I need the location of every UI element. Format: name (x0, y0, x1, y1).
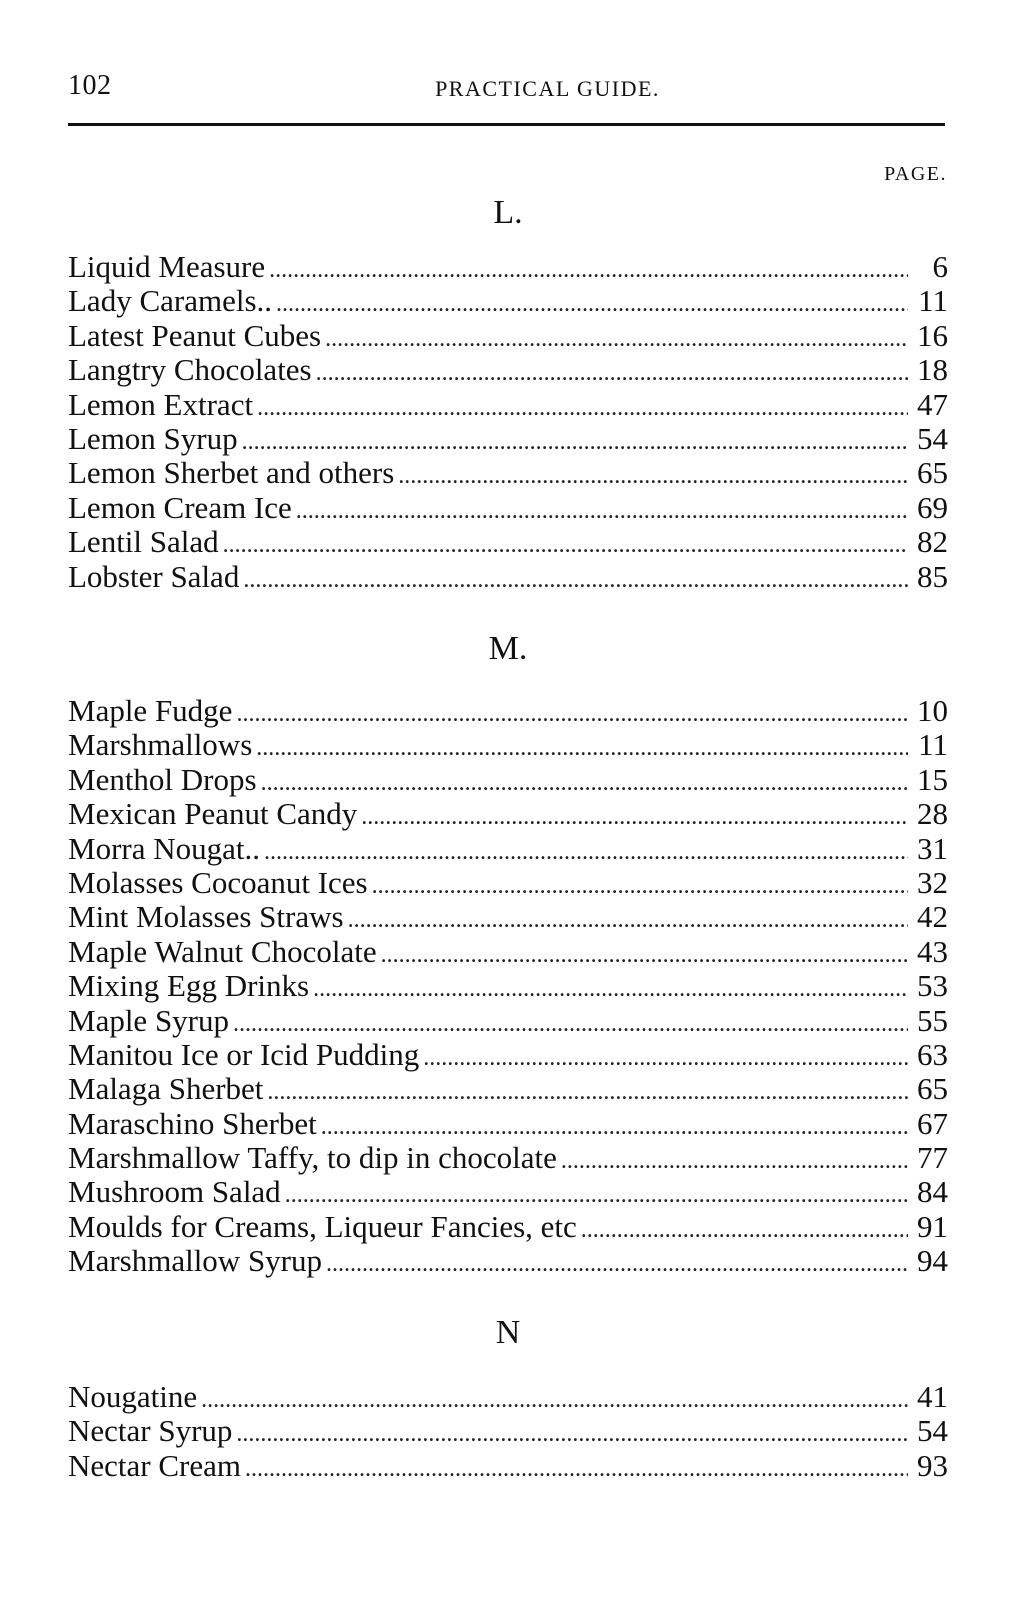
index-entry (68, 1210, 948, 1244)
dot-leader (269, 253, 908, 287)
index-entry (68, 1244, 948, 1278)
entry-page: 84 (917, 1174, 948, 1210)
index-entry (68, 1141, 948, 1175)
entry-title: Langtry Chocolates (68, 352, 312, 388)
index-entry (68, 1072, 948, 1106)
index-entry (68, 250, 948, 284)
entry-page: 63 (917, 1036, 948, 1072)
entry-page: 85 (917, 558, 948, 594)
entry-page: 11 (918, 283, 948, 319)
entry-title: Maraschino Sherbet (68, 1105, 317, 1141)
entry-page: 18 (917, 352, 948, 388)
entry-title: Lentil Salad (68, 524, 219, 560)
dot-leader (561, 1144, 908, 1178)
entry-page: 82 (917, 524, 948, 560)
dot-leader (267, 1075, 908, 1109)
dot-leader (372, 869, 908, 903)
section-letter: L. (493, 194, 523, 231)
running-head (68, 70, 947, 110)
index-entry (68, 694, 948, 728)
entry-page: 41 (917, 1379, 948, 1414)
dot-leader (581, 1213, 908, 1247)
dot-leader (236, 697, 908, 731)
entry-title: Lady Caramels.. (68, 283, 273, 319)
dot-leader (326, 1247, 908, 1281)
entry-page: 15 (917, 761, 948, 797)
entry-page: 77 (917, 1140, 948, 1176)
index-entry (68, 353, 948, 387)
entry-title: Latest Peanut Cubes (68, 317, 322, 353)
entry-list (68, 250, 948, 594)
page-number: 102 (68, 70, 112, 101)
entry-title: Maple Walnut Chocolate (68, 933, 377, 969)
entry-page: 53 (917, 968, 948, 1004)
entry-title: Morra Nougat.. (68, 830, 260, 866)
entry-title: Lobster Salad (68, 558, 240, 594)
dot-leader (243, 563, 908, 597)
entry-title: Maple Fudge (68, 693, 233, 728)
dot-leader (325, 322, 908, 356)
entry-page: 93 (917, 1447, 948, 1483)
index-entry (68, 832, 948, 866)
dot-leader (285, 1178, 908, 1212)
index-entry (68, 456, 948, 490)
index-entry (68, 900, 948, 934)
entry-title: Nectar Cream (68, 1447, 241, 1483)
dot-leader (348, 903, 908, 937)
entry-page: 65 (917, 455, 948, 491)
dot-leader (257, 391, 908, 425)
dot-leader (321, 1110, 908, 1144)
entry-page: 67 (917, 1105, 948, 1141)
entry-title: Mushroom Salad (68, 1174, 281, 1210)
section-letter: N (495, 1314, 521, 1351)
dot-leader (361, 800, 908, 834)
index-entry (68, 1175, 948, 1209)
index-section-l (68, 186, 948, 594)
index-entry (68, 284, 948, 318)
entry-page: 69 (917, 489, 948, 525)
index-entry (68, 1038, 948, 1072)
index-entry (68, 866, 948, 900)
entry-page: 94 (917, 1243, 948, 1279)
entry-page: 31 (917, 830, 948, 866)
running-title: PRACTICAL GUIDE. (435, 76, 660, 101)
entry-title: Malaga Sherbet (68, 1071, 264, 1107)
entry-page: 42 (917, 899, 948, 935)
entry-title: Moulds for Creams, Liqueur Fancies, etc (68, 1208, 577, 1244)
entry-page: 16 (917, 317, 948, 353)
index-entry (68, 491, 948, 525)
section-letter: M. (488, 630, 528, 667)
index-entry (68, 319, 948, 353)
entry-title: Lemon Syrup (68, 420, 238, 456)
entry-page: 91 (917, 1208, 948, 1244)
entry-title: Nougatine (68, 1379, 198, 1414)
index-entry (68, 1107, 948, 1141)
dot-leader (313, 972, 908, 1006)
entry-page: 43 (917, 933, 948, 969)
index-entry (68, 1004, 948, 1038)
dot-leader (264, 835, 908, 869)
index-entry (68, 525, 948, 559)
entry-title: Marshmallow Taffy, to dip in chocolate (68, 1140, 557, 1176)
dot-leader (423, 1041, 908, 1075)
dot-leader (223, 528, 908, 562)
entry-title: Mint Molasses Straws (68, 899, 344, 935)
entry-title: Molasses Cocoanut Ices (68, 864, 368, 900)
index-entry (68, 560, 948, 594)
entry-page: 54 (917, 1413, 948, 1449)
page-column-label: PAGE. (884, 163, 947, 185)
entry-title: Nectar Syrup (68, 1413, 233, 1449)
entry-title: Liquid Measure (68, 249, 266, 284)
index-entry (68, 1414, 948, 1448)
dot-leader (245, 1452, 908, 1486)
dot-leader (398, 459, 908, 493)
entry-title: Lemon Sherbet and others (68, 455, 395, 491)
entry-title: Marshmallows (68, 727, 253, 763)
entry-list (68, 694, 948, 1279)
entry-title: Mexican Peanut Candy (68, 796, 358, 832)
entry-page: 28 (917, 796, 948, 832)
index-entry (68, 969, 948, 1003)
index-entry (68, 388, 948, 422)
dot-leader (261, 766, 908, 800)
index-entry (68, 1449, 948, 1483)
index-entry (68, 1380, 948, 1414)
entry-list (68, 1380, 948, 1483)
dot-leader (201, 1383, 908, 1417)
index-entry (68, 763, 948, 797)
entry-title: Mixing Egg Drinks (68, 968, 310, 1004)
entry-page: 55 (917, 1002, 948, 1038)
entry-title: Maple Syrup (68, 1002, 230, 1038)
entry-title: Manitou Ice or Icid Pudding (68, 1036, 420, 1072)
index-section-n (68, 1306, 948, 1483)
dot-leader (276, 287, 908, 321)
entry-page: 47 (917, 386, 948, 422)
index-entry (68, 728, 948, 762)
entry-page: 11 (918, 727, 948, 763)
dot-leader (296, 494, 908, 528)
dot-leader (242, 425, 908, 459)
dot-leader (256, 731, 908, 765)
entry-page: 10 (917, 693, 948, 728)
index-entry (68, 422, 948, 456)
entry-page: 54 (917, 420, 948, 456)
dot-leader (316, 356, 908, 390)
entry-title: Menthol Drops (68, 761, 257, 797)
entry-page: 6 (932, 249, 948, 284)
dot-leader (236, 1417, 908, 1451)
dot-leader (233, 1007, 908, 1041)
index-entry (68, 935, 948, 969)
index-entry (68, 797, 948, 831)
index-section-m (68, 622, 948, 1279)
entry-page: 65 (917, 1071, 948, 1107)
entry-title: Marshmallow Syrup (68, 1243, 323, 1279)
entry-title: Lemon Cream Ice (68, 489, 292, 525)
dot-leader (381, 938, 908, 972)
header-rule (68, 123, 945, 126)
entry-page: 32 (917, 864, 948, 900)
entry-title: Lemon Extract (68, 386, 254, 422)
